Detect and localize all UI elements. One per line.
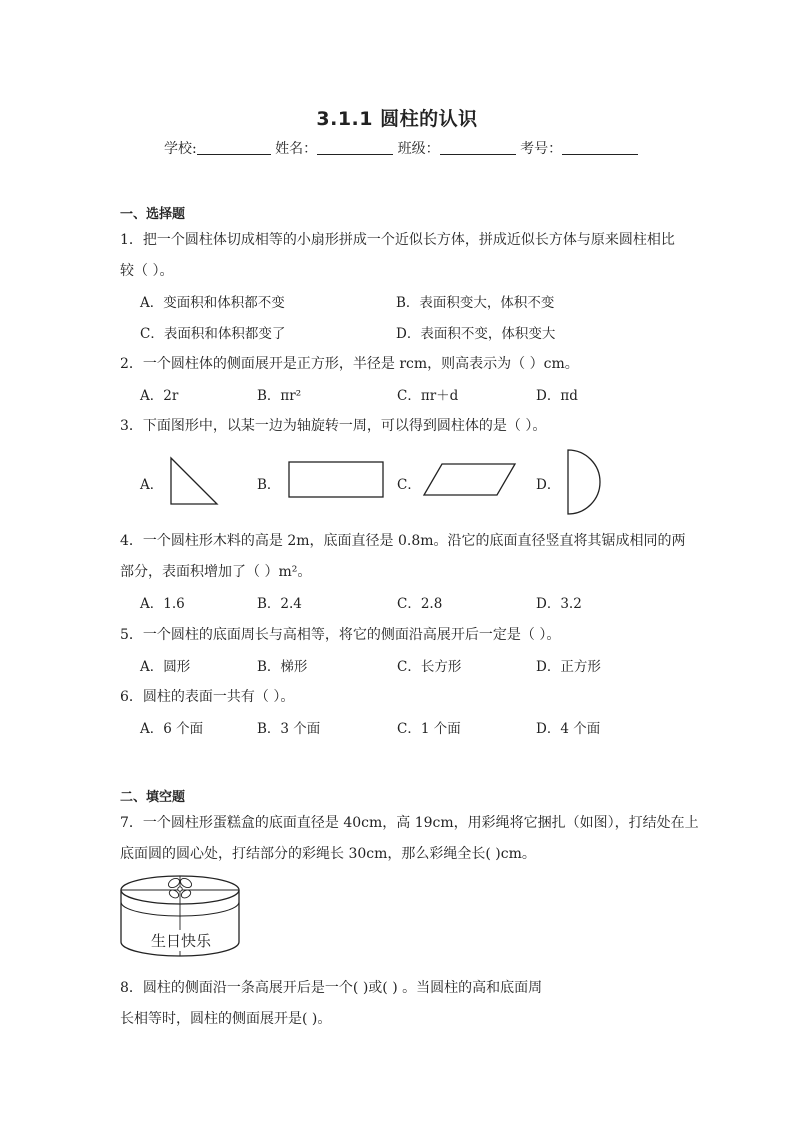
question-3-option-c: C． (397, 477, 421, 493)
question-6-option-a: A．6 个面 (140, 721, 204, 737)
question-4-option-d: D．3.2 (536, 596, 582, 612)
number-label: 考号： (520, 141, 563, 157)
question-1-option-c: C．表面积和体积都变了 (140, 326, 286, 342)
right-triangle-shape (168, 455, 220, 507)
question-4-option-c: C．2.8 (397, 596, 443, 612)
question-6-text: 6．圆柱的表面一共有（ ）。 (120, 689, 295, 705)
question-3-option-d: D． (536, 477, 561, 493)
question-1-option-a: A．变面积和体积都不变 (140, 295, 285, 311)
section-choice-heading: 一、选择题 (120, 207, 186, 222)
name-label: 姓名： (275, 141, 318, 157)
school-blank (197, 140, 271, 155)
question-5-option-c: C．长方形 (397, 659, 462, 675)
question-3-text: 3．下面图形中，以某一边为轴旋转一周，可以得到圆柱体的是（ ）。 (120, 418, 547, 434)
question-1-option-b: B．表面积变大，体积不变 (396, 295, 555, 311)
question-4-option-b: B．2.4 (257, 596, 302, 612)
question-5-option-d: D．正方形 (536, 659, 601, 675)
question-2-option-c: C．πr＋d (397, 388, 459, 404)
question-7-line-2: 底面圆的圆心处，打结部分的彩绳长 30cm，那么彩绳全长( )cm。 (120, 846, 536, 862)
question-4-option-a: A．1.6 (140, 596, 185, 612)
parallelogram-shape (422, 462, 518, 498)
semicircle-shape (566, 448, 606, 516)
question-3-option-b: B． (257, 477, 281, 493)
question-6-option-d: D．4 个面 (536, 721, 601, 737)
school-label: 学校: (164, 141, 197, 157)
question-4-line-1: 4．一个圆柱形木料的高是 2m，底面直径是 0.8m。沿它的底面直径竖直将其锯成相同的两 (120, 533, 686, 549)
question-6-option-c: C．1 个面 (397, 721, 461, 737)
section-fill-heading: 二、填空题 (120, 790, 186, 805)
question-7-line-1: 7．一个圆柱形蛋糕盒的底面直径是 40cm，高 19cm，用彩绳将它捆扎（如图），打结处在上 (120, 815, 699, 831)
number-blank (562, 140, 638, 155)
student-info-line (164, 138, 638, 158)
rectangle-shape (287, 460, 385, 500)
question-8-line-1: 8．圆柱的侧面沿一条高展开后是一个( )或( ) 。当圆柱的高和底面周 (120, 980, 543, 996)
page-title: 3.1.1 圆柱的认识 (316, 108, 478, 130)
class-label: 班级： (397, 141, 440, 157)
question-4-line-2: 部分，表面积增加了（ ）m²。 (120, 564, 312, 580)
question-6-option-b: B．3 个面 (257, 721, 321, 737)
question-5-option-b: B．梯形 (257, 659, 308, 675)
question-2-option-b: B．πr² (257, 388, 302, 404)
question-8-line-2: 长相等时，圆柱的侧面展开是( )。 (120, 1011, 332, 1027)
question-2-option-a: A．2r (140, 388, 179, 404)
question-1-line-1: 1．把一个圆柱体切成相等的小扇形拼成一个近似长方体，拼成近似长方体与原来圆柱相比 (120, 232, 675, 248)
question-3-option-a: A． (140, 477, 164, 493)
question-1-line-2: 较（ ）。 (120, 263, 174, 279)
cake-label: 生日快乐 (151, 932, 212, 950)
question-5-option-a: A．圆形 (140, 659, 191, 675)
class-blank (440, 140, 516, 155)
name-blank (317, 140, 393, 155)
question-1-option-d: D．表面积不变，体积变大 (396, 326, 556, 342)
question-2-option-d: D．πd (536, 388, 578, 404)
question-5-text: 5．一个圆柱的底面周长与高相等，将它的侧面沿高展开后一定是（ ）。 (120, 627, 561, 643)
question-2-text: 2．一个圆柱体的侧面展开是正方形，半径是 rcm，则高表示为（ ）cm。 (120, 356, 579, 372)
